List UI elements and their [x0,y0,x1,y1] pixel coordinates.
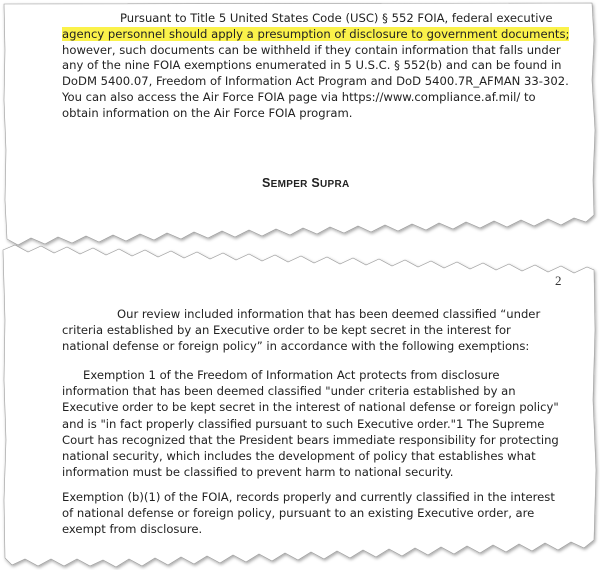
paragraph-line: national security, which includes the development of policy that establishes what [62,449,536,464]
page-number: 2 [555,273,562,288]
paragraph-line: Executive order to be kept secret in the interest of national defense or foreign policy" [62,400,559,415]
paragraph-line: criteria established by an Executive order to be kept secret in the interest for [62,323,511,338]
paragraph-line: information must be classified to prevent harm to national security. [62,465,454,480]
paragraph-line: obtain information on the Air Force FOIA program. [62,105,353,120]
paragraph-line [62,27,569,43]
paragraph-line: Exemption 1 of the Freedom of Information Act protects from disclosure [83,368,500,382]
paragraph-line: any of the nine FOIA exemptions enumerated in 5 U.S.C. § 552(b) and can be found in [62,58,562,73]
paragraph-line: Pursuant to Title 5 United States Code (USC) § 552 FOIA, federal executive [120,11,553,25]
paragraph-line: Exemption (b)(1) of the FOIA, records properly and currently classified in the interest [62,490,555,504]
paragraph-line: exempt from disclosure. [62,522,203,537]
signature-motto: SEMPER SUPRA [262,176,350,190]
paragraph-line: You can also access the Air Force FOIA page via https://www.compliance.af.mil/ to [62,89,536,104]
review-intro-paragraph [62,306,540,355]
paragraph-line: of national defense or foreign policy, pursuant to an existing Executive order, are [62,506,535,521]
highlighted-text: agency personnel should apply a presumption of disclosure to government documents; [62,26,570,41]
paragraph-line: national defense or foreign policy” in accordance with the following exemptions: [62,339,530,354]
paragraph-line: and is "in fact properly classified pursuant to such Executive order."1 The Supreme [62,416,545,431]
paragraph-line: Our review included information that has been deemed classified “under [117,307,541,321]
paragraph-line: information that has been deemed classified "under criteria established by an [62,384,516,399]
exemption-b1-paragraph [62,489,555,538]
exemption-1-paragraph [62,367,559,480]
paragraph-line: Court has recognized that the President bears immediate responsibility for protecting [62,432,559,447]
foia-presumption-paragraph [62,11,569,122]
paragraph-line: DoDM 5400.07, Freedom of Information Act Program and DoD 5400.7R_AFMAN 33-302. [62,74,569,89]
paragraph-line: however, such documents can be withheld if they contain information that falls under [62,42,561,57]
